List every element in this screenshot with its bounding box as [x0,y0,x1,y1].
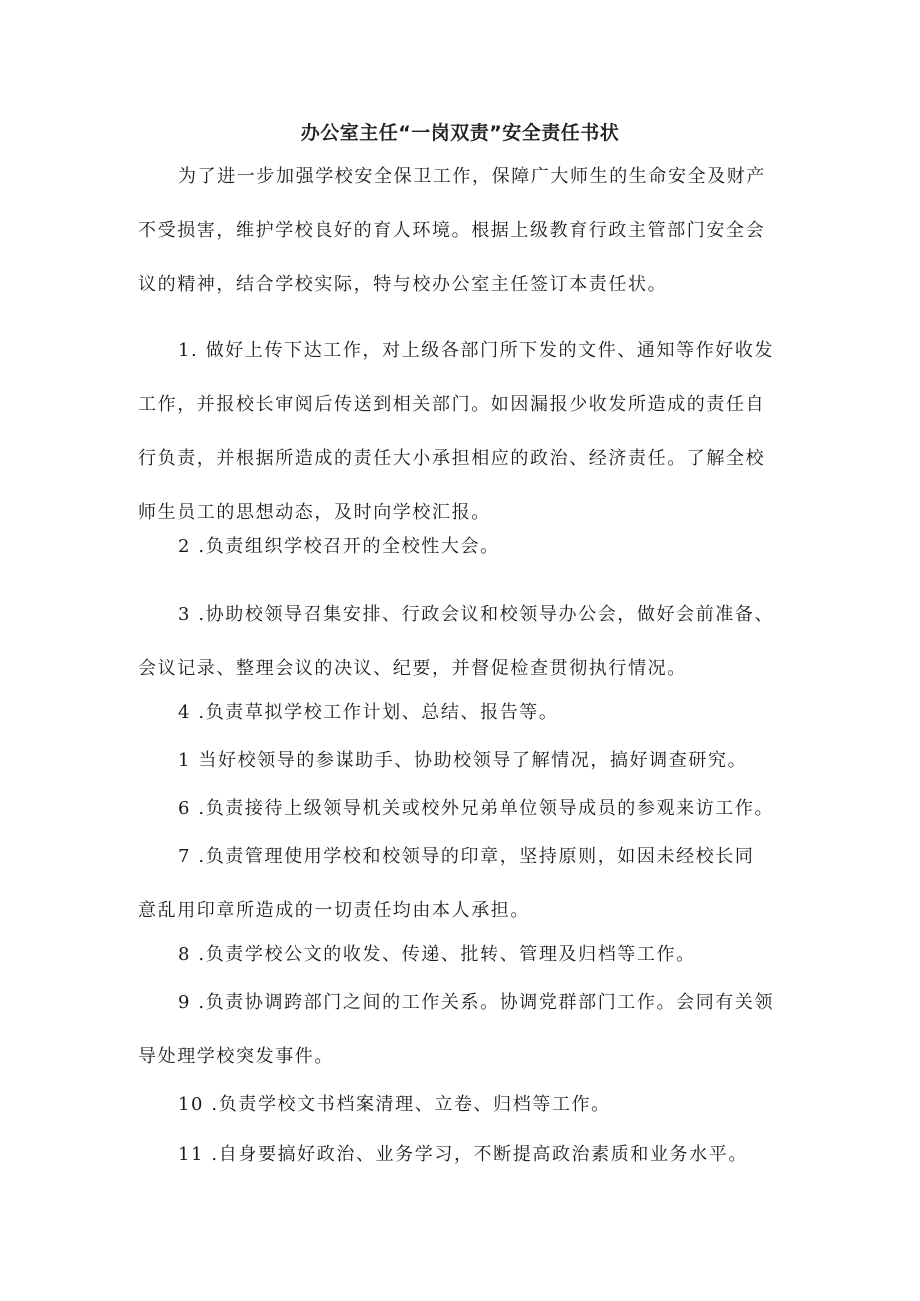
item-line: 2 .负责组织学校召开的全校性大会。 [178,536,500,557]
item-line: 10 .负责学校文书档案清理、立卷、归档等工作。 [178,1094,611,1115]
item-line: 8 .负责学校公文的收发、传递、批转、管理及归档等工作。 [178,944,696,965]
item-5 [138,734,798,788]
item-line: 导处理学校突发事件。 [138,1046,334,1067]
item-line: 7 .负责管理使用学校和校领导的印章，坚持原则，如因未经校长同 [178,846,755,867]
item-line: 师生员工的思想动态，及时向学校汇报。 [138,502,491,523]
item-line: 6 .负责接待上级领导机关或校外兄弟单位领导成员的参观来访工作。 [178,798,775,819]
item-3 [138,588,798,696]
item-4 [138,686,798,740]
item-line: 11 .自身要搞好政治、业务学习，不断提高政治素质和业务水平。 [178,1144,748,1165]
intro-line: 议的精神，结合学校实际，特与校办公室主任签订本责任状。 [138,274,668,295]
item-line: 会议记录、整理会议的决议、纪要，并督促检查贯彻执行情况。 [138,658,687,679]
intro-line: 不受损害，维护学校良好的育人环境。根据上级教育行政主管部门安全会 [138,220,766,241]
item-9 [138,976,798,1084]
item-line: 3 .协助校领导召集安排、行政会议和校领导办公会，做好会前准备、 [178,604,775,625]
item-2 [138,520,798,574]
item-10 [138,1078,798,1132]
item-line: 1. 做好上传下达工作，对上级各部门所下发的文件、通知等作好收发 [178,340,775,361]
item-line: 行负责，并根据所造成的责任大小承担相应的政治、经济责任。了解全校 [138,448,766,469]
item-line: 1 当好校领导的参谋助手、协助校领导了解情况，搞好调查研究。 [178,750,748,771]
item-line: 意乱用印章所造成的一切责任均由本人承担。 [138,900,530,921]
item-7 [138,830,798,938]
document-title: 办公室主任“一岗双责”安全责任书状 [300,122,620,144]
intro-paragraph [138,150,798,312]
item-line: 4 .负责草拟学校工作计划、总结、报告等。 [178,702,559,723]
item-6 [138,782,798,836]
item-1 [138,324,798,540]
item-11 [138,1128,798,1182]
item-8 [138,928,798,982]
item-line: 9 .负责协调跨部门之间的工作关系。协调党群部门工作。会同有关领 [178,992,775,1013]
intro-line: 为了进一步加强学校安全保卫工作，保障广大师生的生命安全及财产 [178,166,766,187]
item-line: 工作，并报校长审阅后传送到相关部门。如因漏报少收发所造成的责任自 [138,394,766,415]
